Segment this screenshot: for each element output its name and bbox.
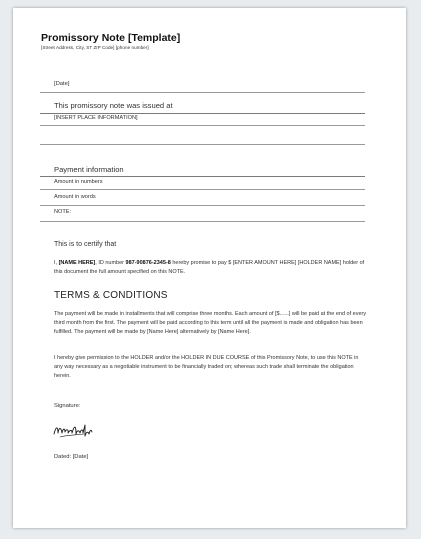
amount-numbers-field: Amount in numbers xyxy=(54,179,103,185)
issued-rule-top xyxy=(40,113,365,114)
payment-label: Payment information xyxy=(54,165,124,174)
promise-text-3: hereby promise to pay $ [ENTER AMOUNT HERE] [HOLDER NAME] holder of this document the full amount specified on this NOTE. xyxy=(54,260,365,275)
issued-label: This promissory note was issued at xyxy=(54,101,173,110)
payment-rule-top xyxy=(40,176,365,177)
note-field: NOTE: xyxy=(54,209,72,215)
amount-words-field: Amount in words xyxy=(54,194,96,200)
certify-text: This is to certify that xyxy=(54,241,117,248)
document-title: Promissory Note [Template] xyxy=(41,32,181,44)
date-field: [Date] xyxy=(54,81,70,87)
amount-words-rule xyxy=(40,205,365,206)
terms-heading: TERMS & CONDITIONS xyxy=(54,290,168,301)
amount-numbers-rule xyxy=(40,189,365,190)
terms-paragraph-2: I hereby give permission to the HOLDER and/or the HOLDER IN DUE COURSE of this Promissory Note, to use this NOTE in any way necessary as a negotiable instrument to be financially traded on; whereas such trade shall terminate the obligation herein. xyxy=(54,355,359,379)
note-rule xyxy=(40,221,365,222)
signature-label: Signature: xyxy=(54,403,81,409)
place-field: [INSERT PLACE INFORMATION] xyxy=(54,115,138,121)
terms-paragraph-1: The payment will be made in installments that will comprise three months. Each amount of [$......] will be paid at the end of every third month from the first. The payment will be paid according to this term until all the payment is made and obligation has been fulfilled. The payment will be made by [Name Here] alternatively by [Name Here]. xyxy=(54,311,367,335)
signature-image xyxy=(52,420,96,442)
place-rule xyxy=(40,125,365,126)
promise-paragraph xyxy=(54,259,366,277)
address-line: [Street Address, City, ST ZIP Code] [phone number] xyxy=(41,45,149,50)
promise-id-number: 987-90876-2345-8 xyxy=(125,260,171,266)
dated-field: Dated: [Date] xyxy=(54,454,89,460)
date-rule xyxy=(40,92,365,93)
promise-text-2: , ID number xyxy=(95,260,126,266)
promise-text-1: I, xyxy=(54,260,59,266)
promise-name: [NAME HERE] xyxy=(58,260,96,266)
place-rule-2 xyxy=(40,144,365,145)
